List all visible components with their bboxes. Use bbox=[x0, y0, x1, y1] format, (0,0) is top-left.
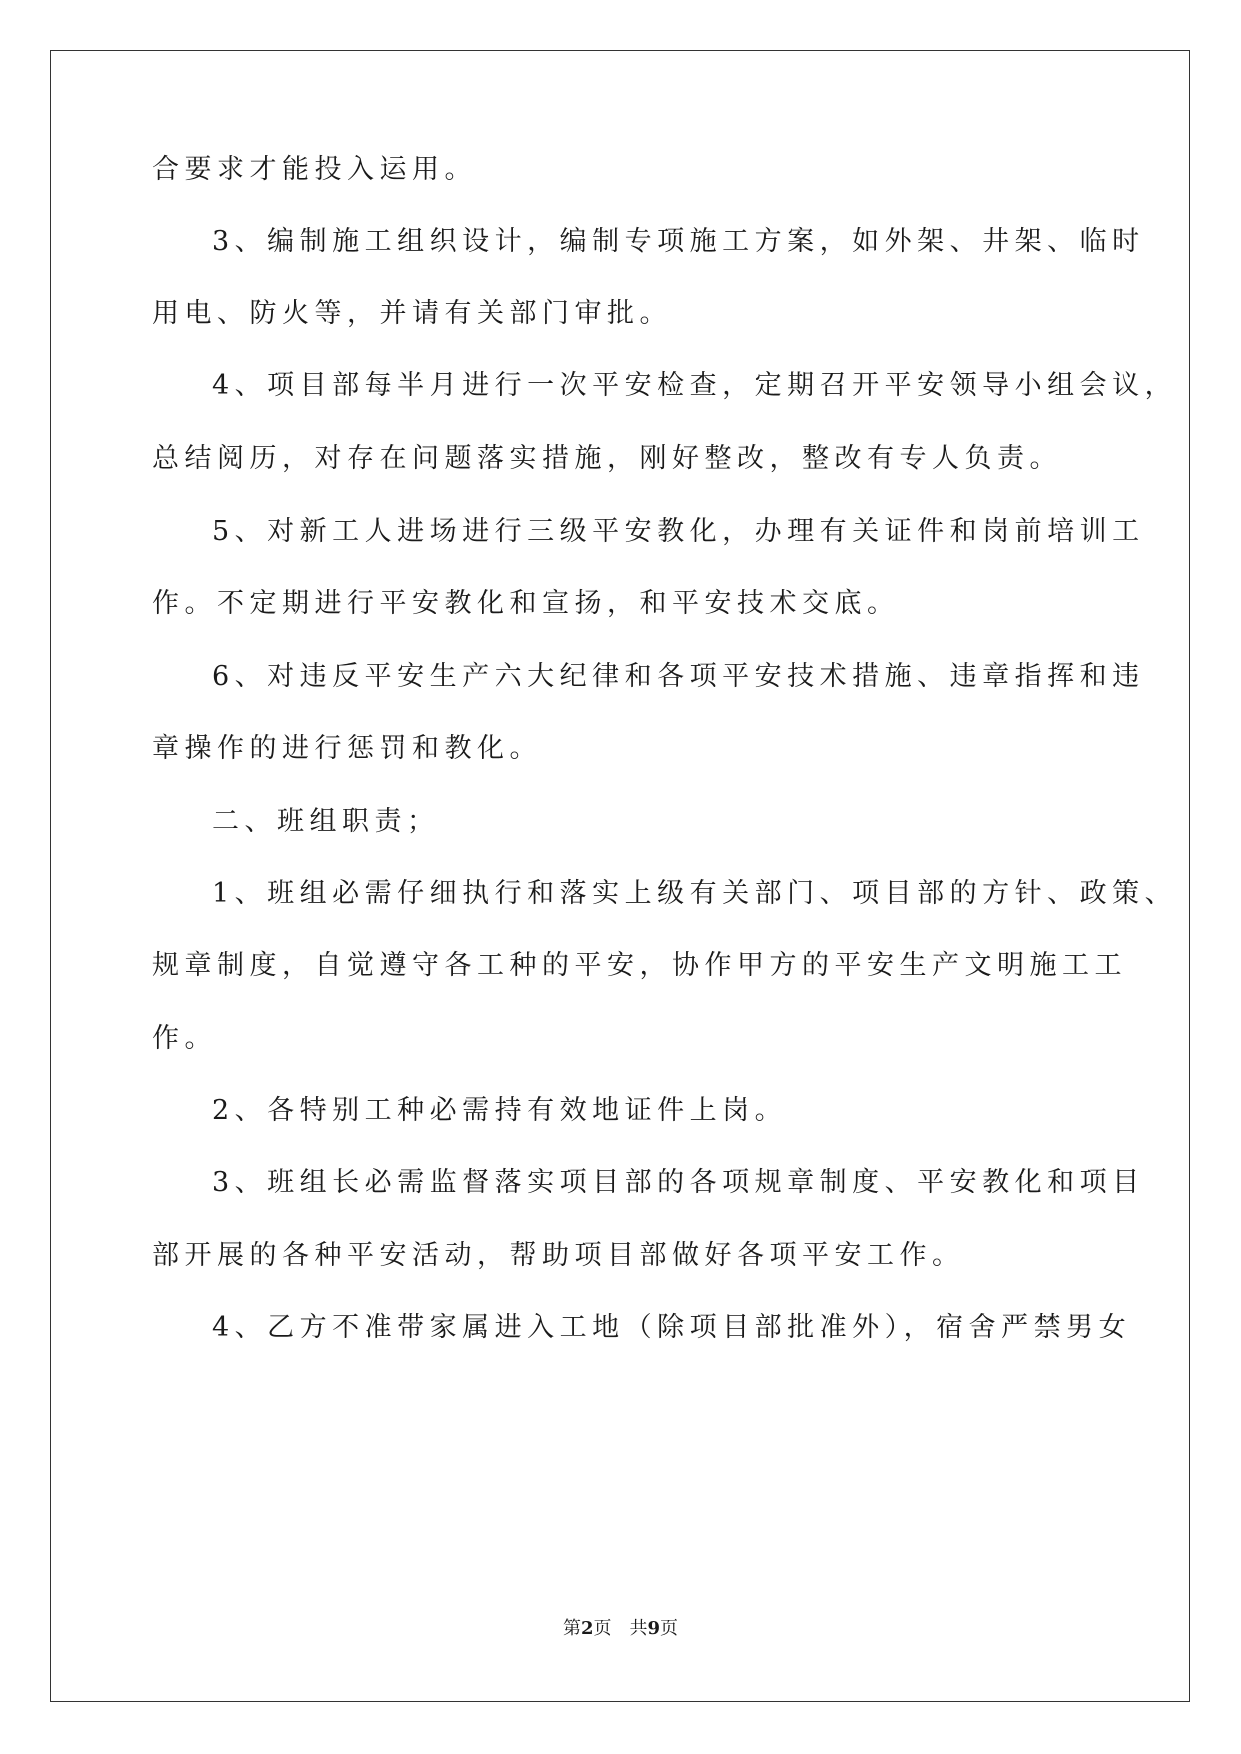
text-line: 1、班组必需仔细执行和落实上级有关部门、项目部的方针、政策、 bbox=[212, 878, 1178, 909]
text-line: 6、对违反平安生产六大纪律和各项平安技术措施、违章指挥和违 bbox=[212, 661, 1145, 692]
page-prefix: 第 bbox=[562, 1618, 581, 1639]
page-mid: 页 bbox=[593, 1618, 612, 1639]
text-line: 总结阅历，对存在问题落实措施，刚好整改，整改有专人负责。 bbox=[152, 443, 1062, 474]
text-line: 4、项目部每半月进行一次平安检查，定期召开平安领导小组会议， bbox=[212, 370, 1178, 401]
text-line: 4、乙方不准带家属进入工地（除项目部批准外），宿舍严禁男女 bbox=[212, 1312, 1132, 1343]
text-line: 章操作的进行惩罚和教化。 bbox=[152, 733, 542, 764]
page-total: 9 bbox=[647, 1618, 661, 1639]
text-line: 用电、防火等，并请有关部门审批。 bbox=[152, 298, 672, 329]
text-line: 5、对新工人进场进行三级平安教化，办理有关证件和岗前培训工 bbox=[212, 516, 1145, 547]
text-line: 部开展的各种平安活动，帮助项目部做好各项平安工作。 bbox=[152, 1240, 965, 1271]
section-heading: 二、班组职责； bbox=[212, 806, 440, 837]
text-line: 合要求才能投入运用。 bbox=[152, 154, 477, 185]
page-current: 2 bbox=[580, 1618, 594, 1639]
text-line: 2、各特别工种必需持有效地证件上岗。 bbox=[212, 1095, 788, 1126]
text-line: 3、编制施工组织设计，编制专项施工方案，如外架、井架、临时 bbox=[212, 226, 1145, 257]
text-line: 规章制度，自觉遵守各工种的平安，协作甲方的平安生产文明施工工 bbox=[152, 950, 1127, 981]
text-line: 作。不定期进行平安教化和宣扬，和平安技术交底。 bbox=[152, 588, 900, 619]
total-suffix: 页 bbox=[660, 1618, 679, 1639]
text-line: 作。 bbox=[152, 1023, 217, 1054]
total-prefix: 共 bbox=[629, 1618, 648, 1639]
page-footer bbox=[0, 1617, 1241, 1641]
text-line: 3、班组长必需监督落实项目部的各项规章制度、平安教化和项目 bbox=[212, 1167, 1145, 1198]
